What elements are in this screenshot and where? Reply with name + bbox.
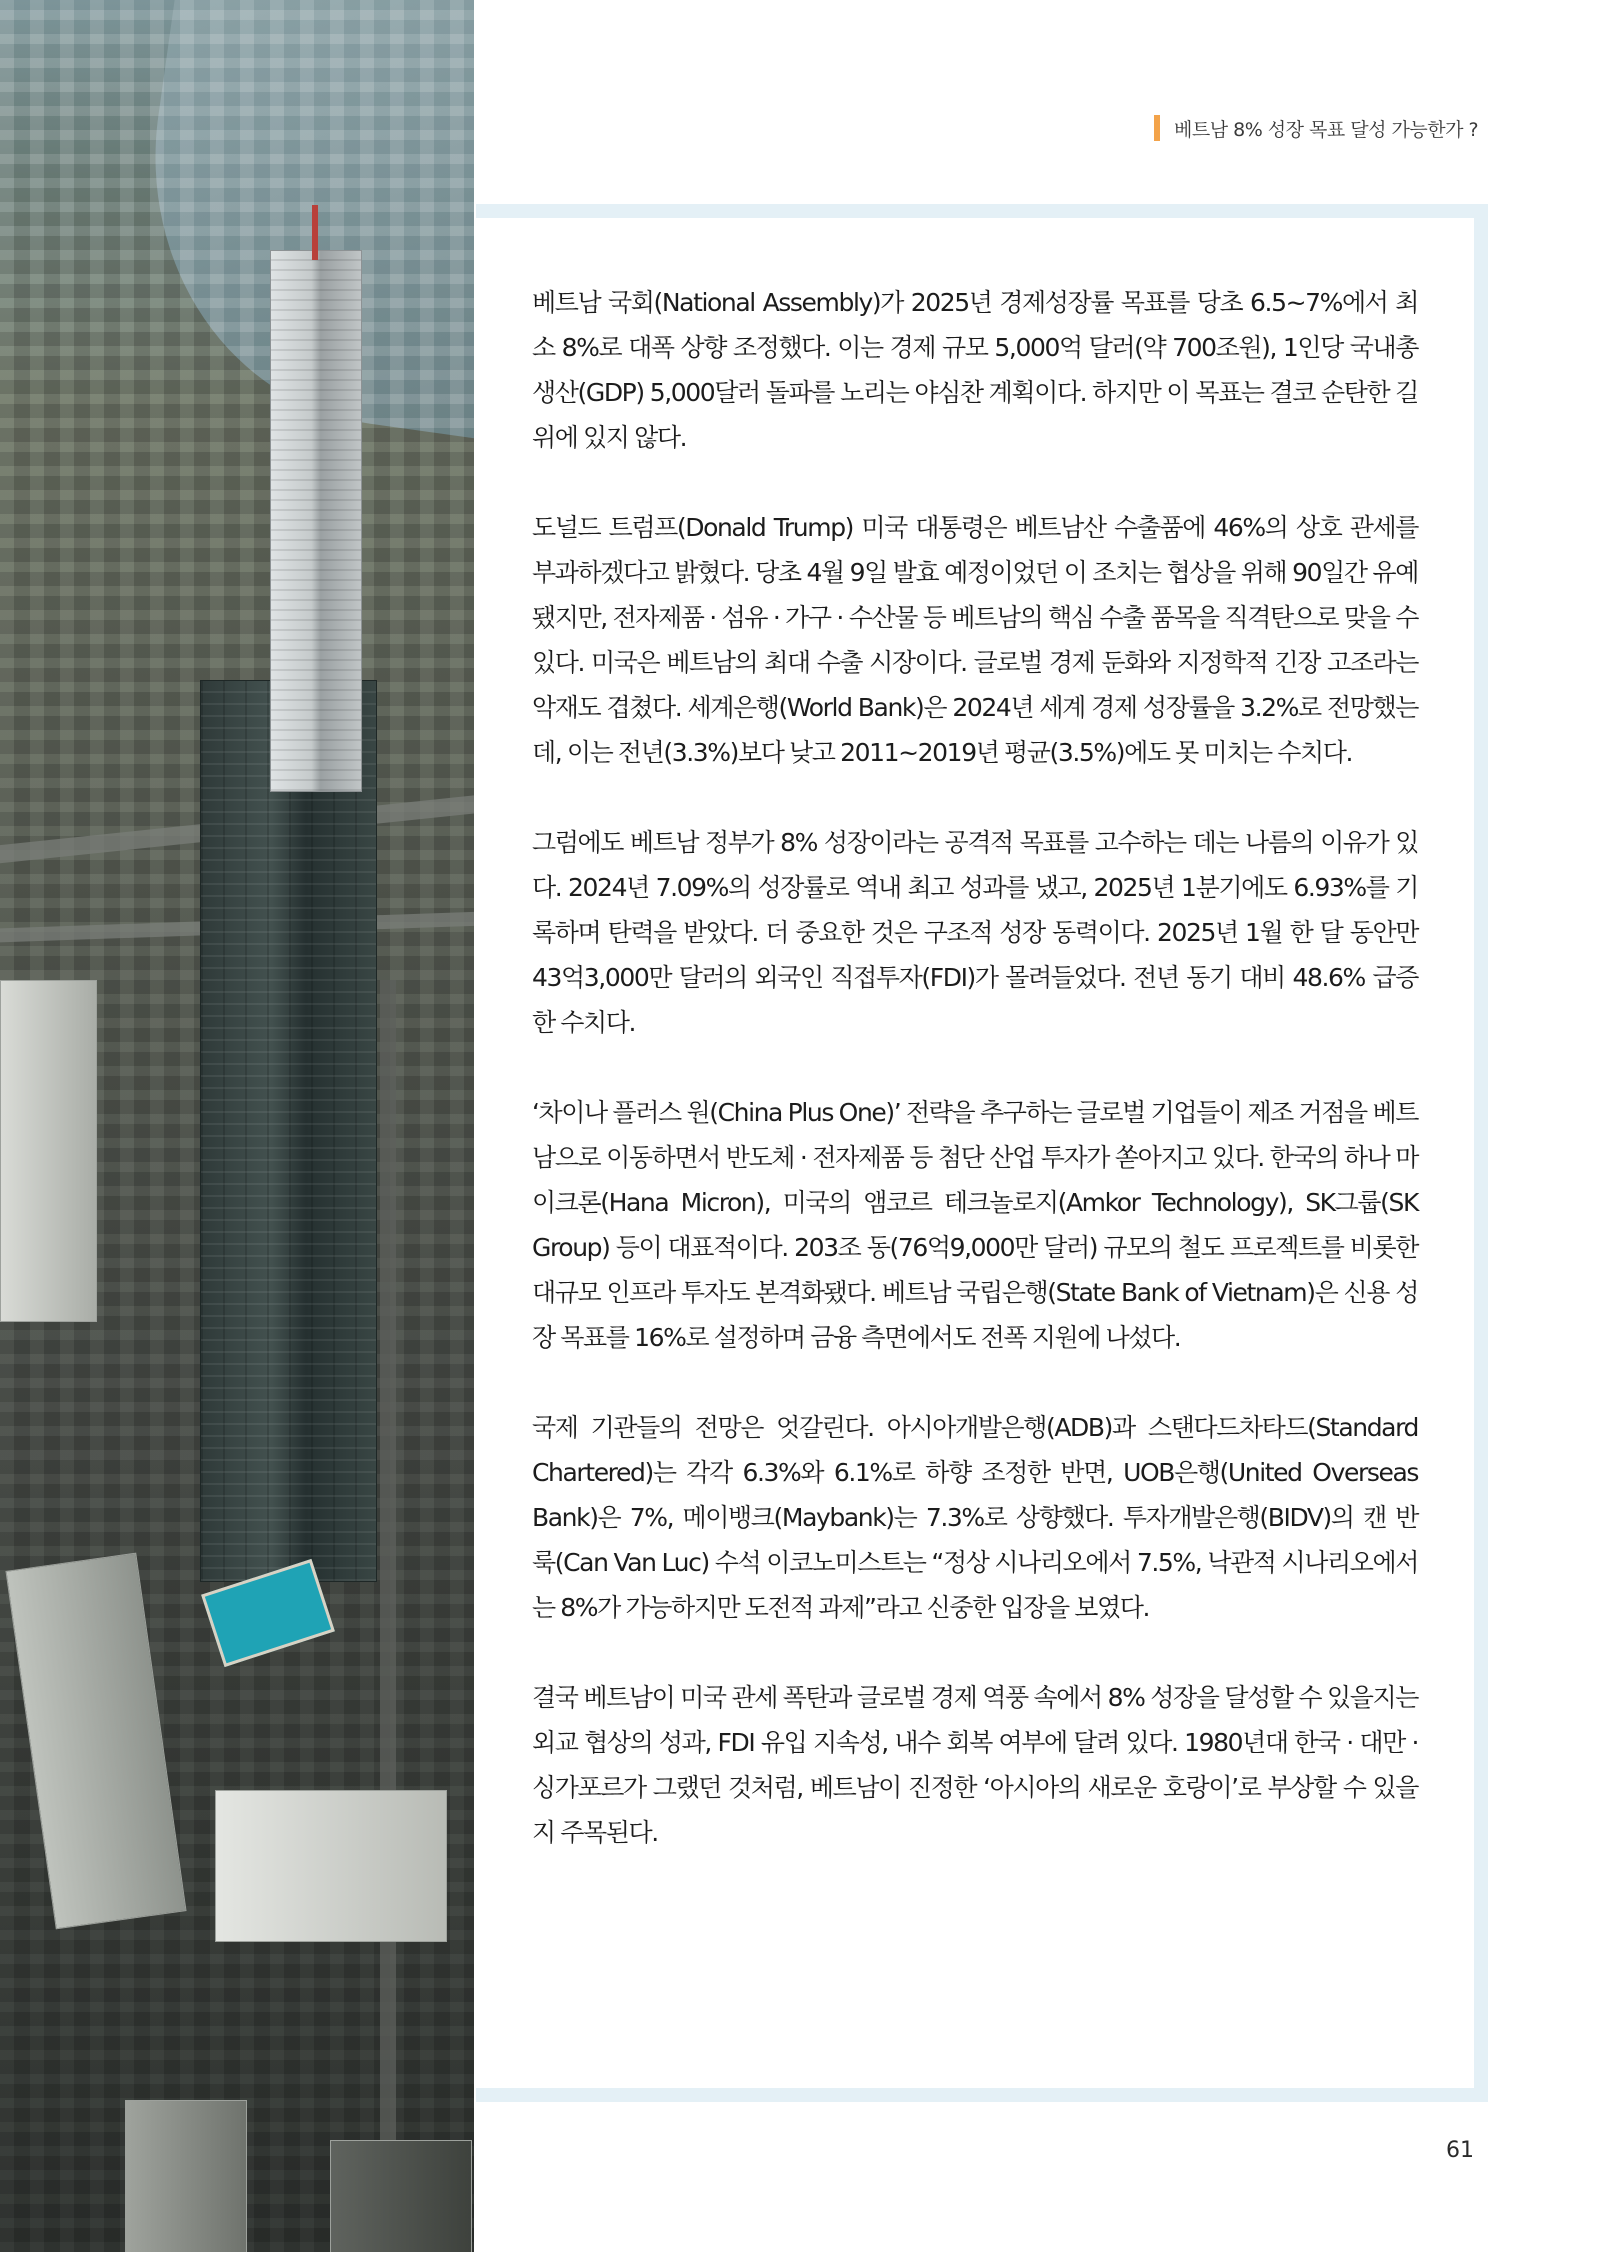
skyscraper-antenna bbox=[312, 205, 318, 260]
paragraph: 국제 기관들의 전망은 엇갈린다. 아시아개발은행(ADB)과 스탠다드차타드(Standard Chartered)는 각각 6.3%와 6.1%로 하향 조정한 반면, UOB은행(United Overseas Bank)은 7%, 메이뱅크(Maybank)는 7.3%로 상향했다. 투자개발은행(BIDV)의 캔 반 룩(Can Van Luc) 수석 이코노미스트는 “정상 시나리오에서 7.5%, 낙관적 시나리오에서는 8%가 가능하지만 도전적 과제”라고 신중한 입장을 보였다. bbox=[532, 1413, 1418, 1622]
building bbox=[0, 980, 97, 1322]
running-header bbox=[1154, 114, 1478, 142]
paragraph: ‘차이나 플러스 원(China Plus One)’ 전략을 추구하는 글로벌 기업들이 제조 거점을 베트남으로 이동하면서 반도체 · 전자제품 등 첨단 산업 투자가 쏟아지고 있다. 한국의 하나 마이크론(Hana Micron), 미국의 앰코르 테크놀로지(Amkor Technology), SK그룹(SK Group) 등이 대표적이다. 203조 동(76억9,000만 달러) 규모의 철도 프로젝트를 비롯한 대규모 인프라 투자도 본격화됐다. 베트남 국립은행(State Bank of Vietnam)은 신용 성장 목표를 16%로 설정하며 금융 측면에서도 전폭 지원에 나섰다. bbox=[532, 1098, 1418, 1352]
paragraph: 그럼에도 베트남 정부가 8% 성장이라는 공격적 목표를 고수하는 데는 나름의 이유가 있다. 2024년 7.09%의 성장률로 역내 최고 성과를 냈고, 2025년 1분기에도 6.93%를 기록하며 탄력을 받았다. 더 중요한 것은 구조적 성장 동력이다. 2025년 1월 한 달 동안만 43억3,000만 달러의 외국인 직접투자(FDI)가 몰려들었다. 전년 동기 대비 48.6% 급증한 수치다. bbox=[532, 828, 1418, 1037]
page-number: 61 bbox=[1446, 2138, 1474, 2163]
paragraph: 도널드 트럼프(Donald Trump) 미국 대통령은 베트남산 수출품에 46%의 상호 관세를 부과하겠다고 밝혔다. 당초 4월 9일 발효 예정이었던 이 조치는 협상을 위해 90일간 유예됐지만, 전자제품 · 섬유 · 가구 · 수산물 등 베트남의 핵심 수출 품목을 직격탄으로 맞을 수 있다. 미국은 베트남의 최대 수출 시장이다. 글로벌 경제 둔화와 지정학적 긴장 고조라는 악재도 겹쳤다. 세계은행(World Bank)은 2024년 세계 경제 성장률을 3.2%로 전망했는데, 이는 전년(3.3%)보다 낮고 2011~2019년 평균(3.5%)에도 못 미치는 수치다. bbox=[532, 513, 1418, 767]
skyscraper-base bbox=[200, 680, 377, 1582]
building bbox=[125, 2100, 247, 2252]
article-body bbox=[532, 280, 1418, 1900]
city-aerial-photo bbox=[0, 0, 474, 2252]
building bbox=[330, 2140, 472, 2252]
header-accent-bar bbox=[1154, 115, 1160, 141]
paragraph: 결국 베트남이 미국 관세 폭탄과 글로벌 경제 역풍 속에서 8% 성장을 달성할 수 있을지는 외교 협상의 성과, FDI 유입 지속성, 내수 회복 여부에 달려 있다. 1980년대 한국 · 대만 · 싱가포르가 그랬던 것처럼, 베트남이 진정한 ‘아시아의 새로운 호랑이’로 부상할 수 있을지 주목된다. bbox=[532, 1683, 1418, 1847]
building bbox=[215, 1790, 447, 1942]
section-title: 베트남 8% 성장 목표 달성 가능한가 ? bbox=[1174, 118, 1479, 141]
paragraph: 베트남 국회(National Assembly)가 2025년 경제성장률 목표를 당초 6.5~7%에서 최소 8%로 대폭 상향 조정했다. 이는 경제 규모 5,000억 달러(약 700조원), 1인당 국내총생산(GDP) 5,000달러 돌파를 노리는 야심찬 계획이다. 하지만 이 목표는 결코 순탄한 길 위에 있지 않다. bbox=[532, 288, 1418, 452]
street bbox=[380, 980, 396, 2252]
skyscraper-spire-section bbox=[270, 250, 362, 792]
